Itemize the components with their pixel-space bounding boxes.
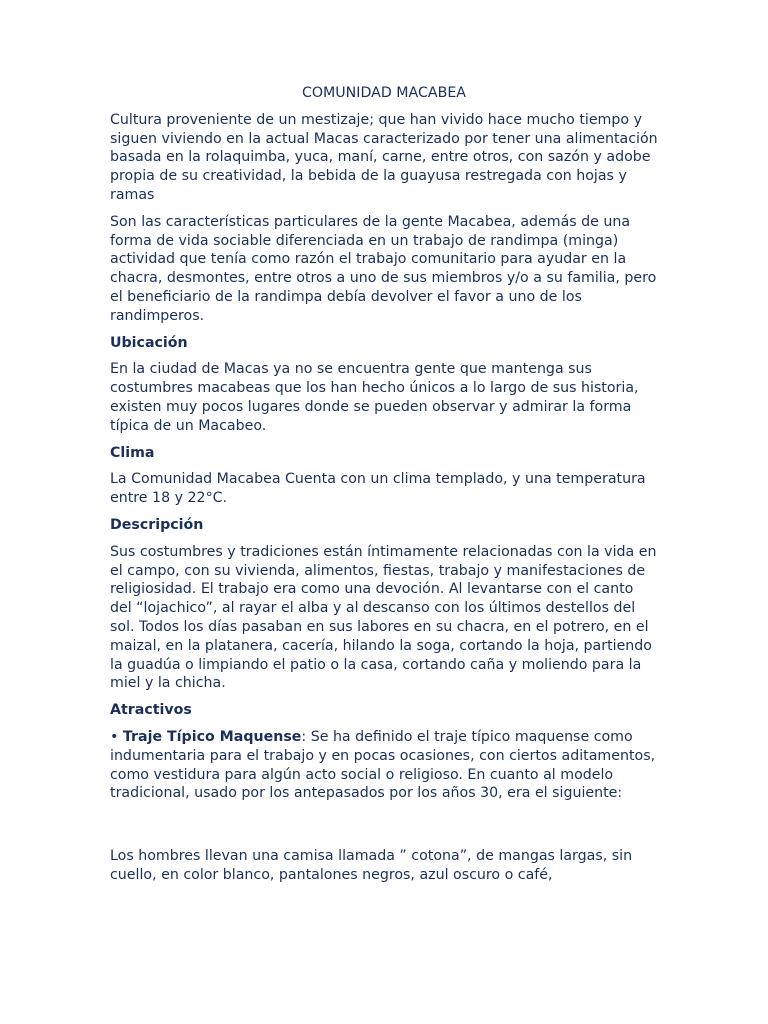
section-text-descripcion: Sus costumbres y tradiciones están íntimamente relacionadas con la vida en el campo, con su vivienda, alimentos, fiestas, trabajo y manifestaciones de religiosidad. El trabajo era como una devoción. Al levantarse con el canto del “lojachico”, al rayar el alba y al descanso con los últimos destellos del sol. Todos los días pasaban en sus labores en su chacra, en el potrero, en el maizal, en la platanera, cacería, hilando la soga, cortando la hoja, partiendo la guadúa o limpiando el patio o la casa, cortando caña y moliendo para la miel y la chicha. bbox=[110, 543, 657, 692]
section-heading-descripcion: Descripción bbox=[110, 516, 204, 533]
bullet-item-traje bbox=[110, 728, 658, 803]
section-heading-ubicacion: Ubicación bbox=[110, 334, 188, 351]
intro-paragraph-2: Son las características particulares de la gente Macabea, además de una forma de vida sociable diferenciada en un trabajo de randimpa (minga) actividad que tenía como razón el trabajo comunitario para ayudar en la chacra, desmontes, entre otros a uno de sus miembros y/o a su familia, pero el beneficiario de la randimpa debía devolver el favor a uno de los randimperos. bbox=[110, 213, 657, 324]
section-text-ubicacion: En la ciudad de Macas ya no se encuentra gente que mantenga sus costumbres macabeas que los han hecho únicos a lo largo de sus historia, existen muy pocos lugares donde se pueden observar y admirar la forma típica de un Macabeo. bbox=[110, 361, 639, 434]
bullet-text-traje: : Se ha definido el traje típico maquense como indumentaria para el trabajo y en pocas ocasiones, con ciertos aditamentos, como vestidura para algún acto social o religioso. En cuanto al modelo tradicional, usado por los antepasados por los años 30, era el siguiente: bbox=[110, 728, 656, 802]
section-heading-atractivos: Atractivos bbox=[110, 702, 192, 719]
section-text-hombres: Los hombres llevan una camisa llamada ” cotona”, de mangas largas, sin cuello, en color blanco, pantalones negros, azul oscuro o café, bbox=[110, 848, 633, 883]
document-page bbox=[110, 84, 658, 893]
bullet-marker: • bbox=[110, 728, 119, 745]
bullet-lead-traje: Traje Típico Maquense bbox=[122, 728, 302, 745]
section-text-clima: La Comunidad Macabea Cuenta con un clima templado, y una temperatura entre 18 y 22°C. bbox=[110, 471, 646, 507]
blank-spacer bbox=[110, 811, 658, 847]
intro-paragraph-1: Cultura proveniente de un mestizaje; que han vivido hace mucho tiempo y siguen viviendo en la actual Macas caracterizado por tener una alimentación basada en la rolaquimba, yuca, maní, carne, entre otros, con sazón y adobe propia de su creatividad, la bebida de la guayusa restregada con hojas y ramas bbox=[110, 111, 658, 203]
document-title: COMUNIDAD MACABEA bbox=[301, 85, 467, 101]
section-heading-clima: Clima bbox=[110, 444, 155, 461]
